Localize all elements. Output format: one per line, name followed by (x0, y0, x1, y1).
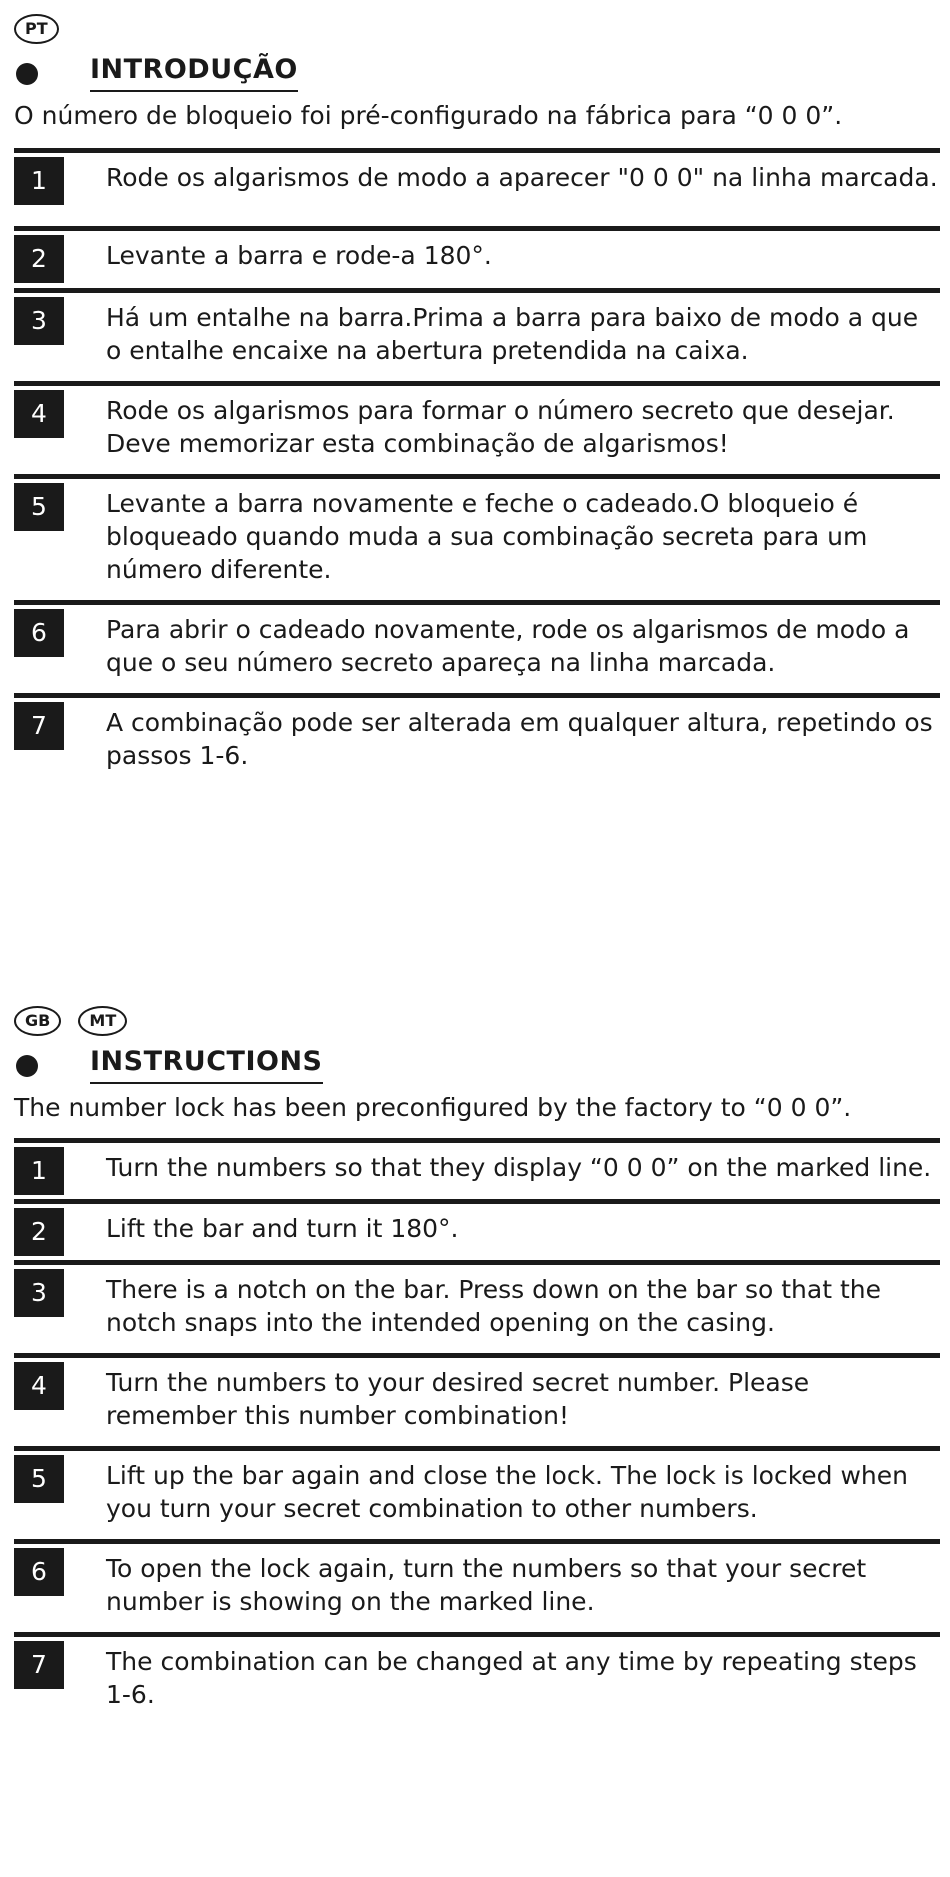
step-number: 4 (14, 1362, 64, 1410)
step-number: 6 (14, 1548, 64, 1596)
step-item (14, 1632, 940, 1725)
step-item (14, 1138, 940, 1199)
step-text: Lift the bar and turn it 180°. (106, 1214, 459, 1243)
step-text: Levante a barra e rode-a 180°. (106, 241, 492, 270)
step-text: A combinação pode ser alterada em qualquer altura, repetindo os passos 1-6. (106, 708, 933, 770)
step-number: 2 (14, 235, 64, 283)
step-number: 5 (14, 483, 64, 531)
intro-text: The number lock has been preconfigured by the factory to “0 0 0”. (14, 1093, 852, 1122)
step-number: 1 (14, 157, 64, 205)
step-number: 6 (14, 609, 64, 657)
step-number: 7 (14, 1641, 64, 1689)
step-item (14, 474, 940, 600)
step-item (14, 693, 940, 786)
bullet-icon (16, 1055, 38, 1077)
step-item (14, 288, 940, 381)
step-text: Turn the numbers to your desired secret number. Please remember this number combination! (106, 1368, 810, 1430)
step-number: 1 (14, 1147, 64, 1195)
language-badge-gb: GB (14, 1006, 61, 1036)
step-text: Lift up the bar again and close the lock. The lock is locked when you turn your secret combination to other numbers. (106, 1461, 908, 1523)
step-text: Para abrir o cadeado novamente, rode os algarismos de modo a que o seu número secreto apareça na linha marcada. (106, 615, 910, 677)
bullet-icon (16, 63, 38, 85)
intro-text: O número de bloqueio foi pré-configurado na fábrica para “0 0 0”. (14, 101, 843, 130)
step-text: Rode os algarismos de modo a aparecer "0 0 0" na linha marcada. (106, 163, 938, 192)
step-number: 4 (14, 390, 64, 438)
step-number: 3 (14, 1269, 64, 1317)
step-list (14, 148, 940, 786)
language-badge-mt: MT (78, 1006, 127, 1036)
step-number: 3 (14, 297, 64, 345)
step-item (14, 226, 940, 288)
step-number: 5 (14, 1455, 64, 1503)
step-item (14, 1353, 940, 1446)
step-item (14, 1539, 940, 1632)
step-list (14, 1138, 940, 1725)
step-item (14, 381, 940, 474)
step-number: 2 (14, 1208, 64, 1256)
section-heading: INSTRUCTIONS (90, 1044, 323, 1084)
step-item (14, 1260, 940, 1353)
step-text: Turn the numbers so that they display “0 0 0” on the marked line. (106, 1153, 932, 1182)
step-item (14, 148, 940, 226)
language-badges (14, 1006, 139, 1036)
step-text: There is a notch on the bar. Press down on the bar so that the notch snaps into the intended opening on the casing. (106, 1275, 881, 1337)
step-item (14, 1446, 940, 1539)
step-text: The combination can be changed at any time by repeating steps 1-6. (106, 1647, 917, 1709)
step-text: Há um entalhe na barra.Prima a barra para baixo de modo a que o entalhe encaixe na abertura pretendida na caixa. (106, 303, 919, 365)
section-heading: INTRODUÇÃO (90, 52, 298, 92)
step-text: Rode os algarismos para formar o número secreto que desejar. Deve memorizar esta combinação de algarismos! (106, 396, 895, 458)
step-number: 7 (14, 702, 64, 750)
step-text: To open the lock again, turn the numbers so that your secret number is showing on the marked line. (106, 1554, 867, 1616)
language-badges (14, 14, 71, 44)
step-item (14, 1199, 940, 1260)
step-text: Levante a barra novamente e feche o cadeado.O bloqueio é bloqueado quando muda a sua combinação secreta para um número diferente. (106, 489, 868, 584)
language-badge-pt: PT (14, 14, 59, 44)
step-item (14, 600, 940, 693)
